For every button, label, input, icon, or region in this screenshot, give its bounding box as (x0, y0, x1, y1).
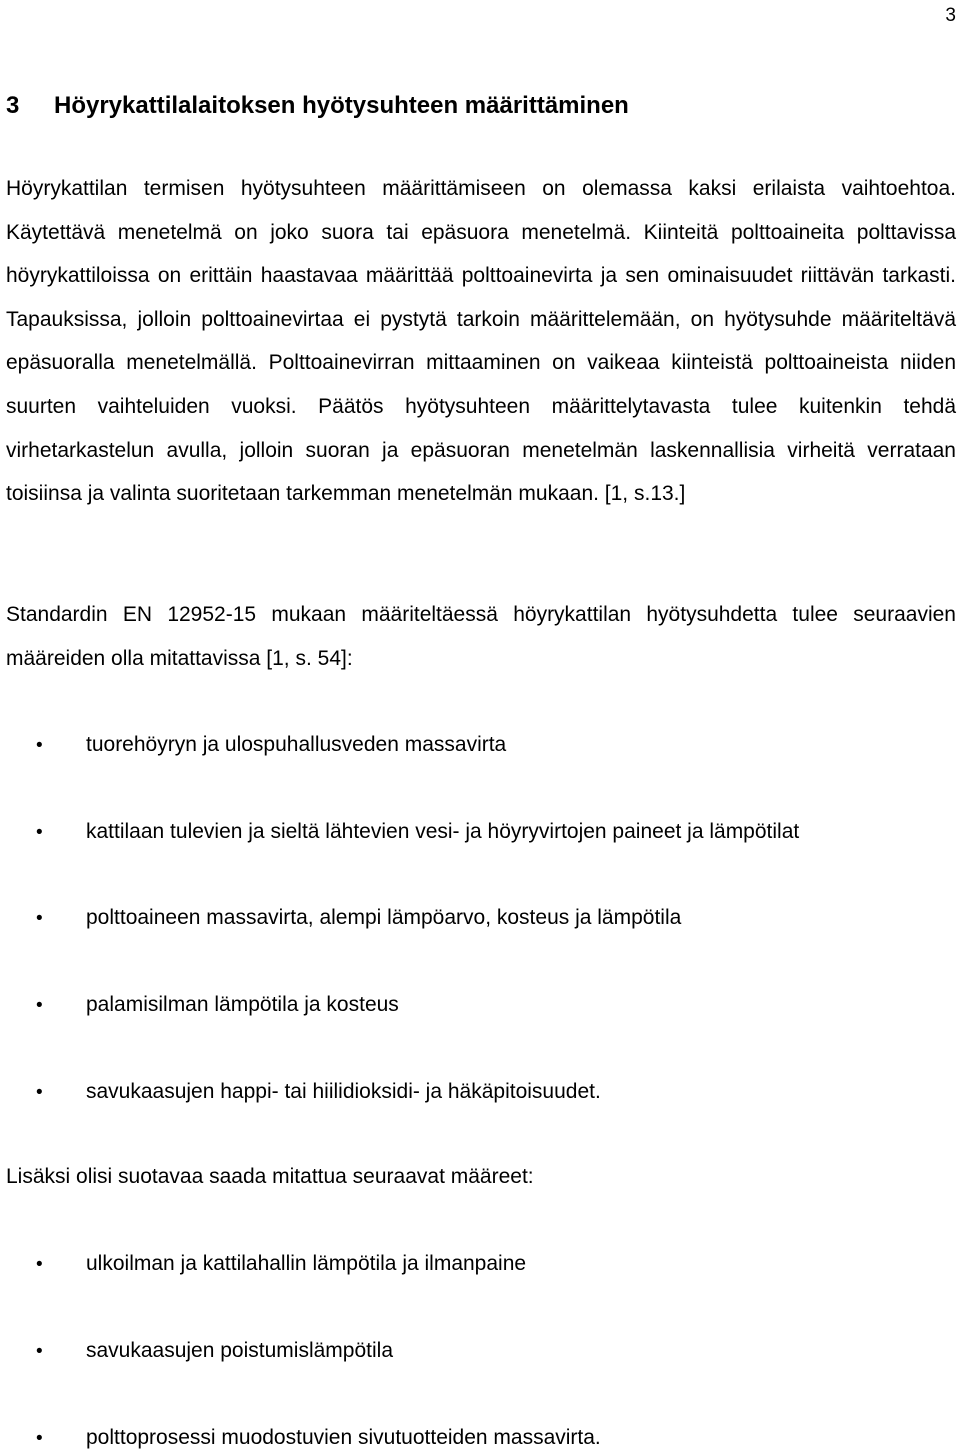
list-item-required-measurement (36, 733, 506, 758)
paragraph-efficiency-methods: Höyrykattilan termisen hyötysuhteen määrittämiseen on olemassa kaksi erilaista vaihtoehtoa. Käytettävä menetelmä on joko suora tai epäsuora menetelmä. Kiinteitä polttoaineita polttavissa höyrykattiloissa on erittäin haastavaa määrittää polttoainevirta ja sen ominaisuudet riittävän tarkasti. Tapauksissa, jolloin polttoainevirtaa ei pystytä tarkoin määrittelemään, on hyötysuhde määriteltävä epäsuoralla menetelmällä. Polttoainevirran mittaaminen on vaikeaa kiinteistä polttoaineista niiden suurten vaihteluiden vuoksi. Päätös hyötysuhteen määrittelytavasta tulee kuitenkin tehdä virhetarkastelun avulla, jolloin suoran ja epäsuoran menetelmän laskennallisia virheitä verrataan toisiinsa ja valinta suoritetaan tarkemman menetelmän mukaan. [1, s.13.] (6, 177, 956, 506)
list-item-required-measurement (36, 906, 681, 931)
section-number: 3 (6, 92, 20, 119)
bullet-icon: • (36, 1082, 43, 1103)
bullet-icon: • (36, 908, 43, 929)
section-heading (6, 90, 629, 122)
paragraph-optional-intro: Lisäksi olisi suotavaa saada mitattua seuraavat määreet: (6, 1165, 534, 1188)
list-item-required-measurement (36, 1080, 601, 1105)
page-number: 3 (945, 5, 956, 26)
list-item-text: polttoaineen massavirta, alempi lämpöarvo, kosteus ja lämpötila (86, 906, 682, 929)
bullet-icon: • (36, 1254, 43, 1275)
paragraph-standard-intro: Standardin EN 12952-15 mukaan määriteltäessä höyrykattilan hyötysuhdetta tulee seuraavien määreiden olla mitattavissa [1, s. 54]: (6, 603, 956, 670)
bullet-icon: • (36, 735, 43, 756)
section-title: Höyrykattilalaitoksen hyötysuhteen määrittäminen (54, 92, 629, 119)
bullet-icon: • (36, 995, 43, 1016)
list-item-text: palamisilman lämpötila ja kosteus (86, 993, 399, 1016)
list-item-text: polttoprosessi muodostuvien sivutuotteiden massavirta. (86, 1426, 601, 1449)
list-item-optional-measurement (36, 1339, 393, 1364)
bullet-icon: • (36, 1428, 43, 1449)
list-item-text: savukaasujen poistumislämpötila (86, 1339, 393, 1362)
list-item-optional-measurement (36, 1426, 601, 1451)
list-item-required-measurement (36, 993, 399, 1018)
bullet-icon: • (36, 822, 43, 843)
list-item-required-measurement (36, 820, 799, 845)
bullet-icon: • (36, 1341, 43, 1362)
list-item-text: kattilaan tulevien ja sieltä lähtevien vesi- ja höyryvirtojen paineet ja lämpötilat (86, 820, 800, 843)
list-item-text: savukaasujen happi- tai hiilidioksidi- ja häkäpitoisuudet. (86, 1080, 601, 1103)
list-item-text: ulkoilman ja kattilahallin lämpötila ja ilmanpaine (86, 1252, 527, 1275)
list-item-optional-measurement (36, 1252, 526, 1277)
list-item-text: tuorehöyryn ja ulospuhallusveden massavirta (86, 733, 507, 756)
